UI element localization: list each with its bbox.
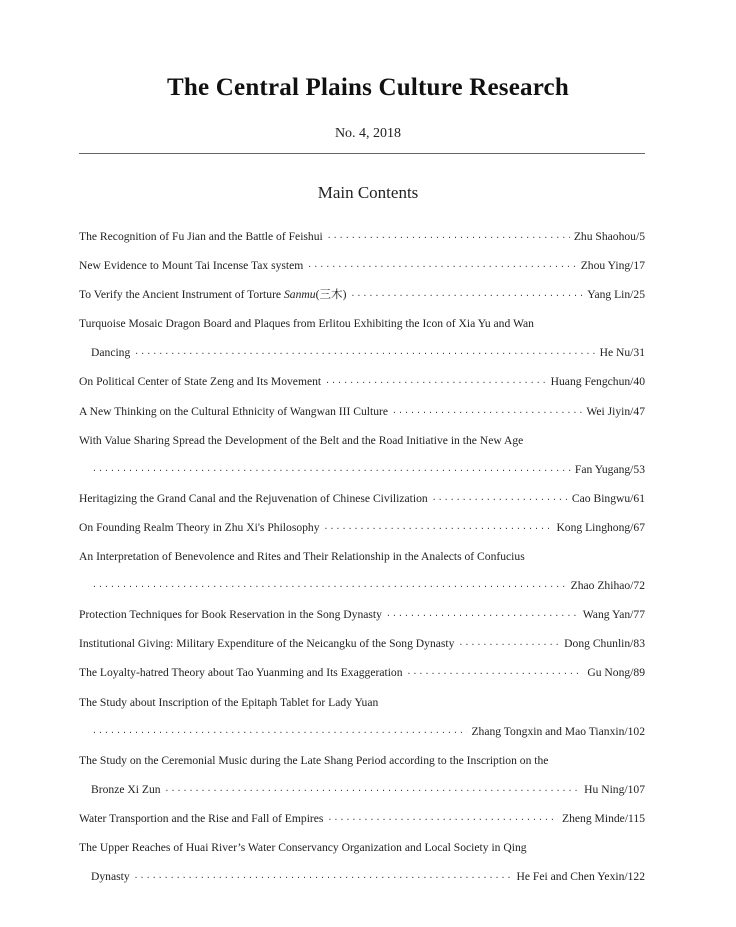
toc-entry-author-page: Wei Jiyin/47 xyxy=(586,404,645,418)
toc-entry-author-page: Zhang Tongxin and Mao Tianxin/102 xyxy=(471,724,645,738)
toc-entry-author-page: Huang Fengchun/40 xyxy=(550,375,645,389)
dot-leader xyxy=(325,368,547,396)
toc-entry[interactable] xyxy=(79,484,645,513)
toc-entry-title xyxy=(79,280,346,309)
toc-entry-continuation[interactable] xyxy=(79,455,645,484)
toc-entry-title: With Value Sharing Spread the Development of the Belt and the Road Initiative in the New Age xyxy=(79,433,524,447)
toc-entry-title-continued: Dynasty xyxy=(91,870,130,884)
toc-entry-title: New Evidence to Mount Tai Incense Tax system xyxy=(79,259,304,273)
toc-entry-author-page: Yang Lin/25 xyxy=(587,288,645,302)
toc-entry-first-line[interactable] xyxy=(79,688,645,717)
toc-entry[interactable] xyxy=(79,600,645,629)
toc-entry-author-page: Zhu Shaohou/5 xyxy=(573,230,645,243)
toc-entry-title: Protection Techniques for Book Reservation in the Song Dynasty xyxy=(79,608,382,622)
contents-heading: Main Contents xyxy=(317,183,419,202)
toc-entry-continuation[interactable] xyxy=(79,775,645,804)
toc-entry[interactable] xyxy=(79,513,645,542)
toc-entry-author-page: Cao Bingwu/61 xyxy=(571,491,645,505)
toc-entry-title: The Study about Inscription of the Epitaph Tablet for Lady Yuan xyxy=(79,695,379,709)
toc-entry-author-page: He Nu/31 xyxy=(599,346,645,360)
header-divider xyxy=(79,153,645,154)
dot-leader xyxy=(134,863,513,891)
toc-entry-title: The Upper Reaches of Huai River’s Water Conservancy Organization and Local Society in Qing xyxy=(79,840,527,854)
toc-entry-title: Institutional Giving: Military Expenditure of the Neicangku of the Song Dynasty xyxy=(79,637,455,651)
toc-entry-first-line[interactable] xyxy=(79,542,645,571)
toc-entry-continuation[interactable] xyxy=(79,862,645,891)
toc-entry-title: The Loyalty-hatred Theory about Tao Yuanming and Its Exaggeration xyxy=(79,666,403,680)
dot-leader xyxy=(92,456,571,484)
dot-leader xyxy=(307,252,576,280)
toc-entry-author-page: Wang Yan/77 xyxy=(582,608,645,622)
toc-entry-author-page: Dong Chunlin/83 xyxy=(564,637,645,651)
table-of-contents xyxy=(79,222,645,891)
toc-entry-title-continued: Dancing xyxy=(91,346,131,360)
toc-entry[interactable] xyxy=(79,804,645,833)
toc-entry-title: On Political Center of State Zeng and Its Movement xyxy=(79,375,322,389)
toc-entry-title-chinese: (三木) xyxy=(315,288,347,302)
toc-entry-title: Turquoise Mosaic Dragon Board and Plaques from Erlitou Exhibiting the Icon of Xia Yu and Wan xyxy=(79,317,534,331)
toc-entry-title: Heritagizing the Grand Canal and the Rejuvenation of Chinese Civilization xyxy=(79,491,428,505)
dot-leader xyxy=(458,630,560,658)
toc-entry-continuation[interactable] xyxy=(79,717,645,746)
dot-leader xyxy=(392,398,582,426)
toc-entry-first-line[interactable] xyxy=(79,309,645,338)
toc-entry-title-continued: Bronze Xi Zun xyxy=(91,782,161,796)
toc-entry[interactable] xyxy=(79,222,645,251)
toc-entry[interactable] xyxy=(79,629,645,658)
toc-entry-author-page: Zheng Minde/115 xyxy=(562,811,645,825)
toc-entry-author-page: He Fei and Chen Yexin/122 xyxy=(516,870,645,884)
toc-entry-title-text: To Verify the Ancient Instrument of Torture xyxy=(79,288,282,302)
toc-entry-continuation[interactable] xyxy=(79,571,645,600)
toc-entry-author-page: Zhao Zhihao/72 xyxy=(570,579,645,593)
issue-number: No. 4, 2018 xyxy=(334,126,402,141)
toc-entry-first-line[interactable] xyxy=(79,833,645,862)
dot-leader xyxy=(165,776,581,804)
dot-leader xyxy=(327,805,558,833)
dot-leader xyxy=(386,601,579,629)
toc-entry-author-page: Kong Linghong/67 xyxy=(556,520,645,534)
dot-leader xyxy=(92,572,567,600)
dot-leader xyxy=(327,223,570,251)
dot-leader xyxy=(407,659,584,687)
toc-entry[interactable] xyxy=(79,280,645,309)
toc-entry-title: An Interpretation of Benevolence and Rites and Their Relationship in the Analects of Confucius xyxy=(79,550,525,564)
toc-entry-title: A New Thinking on the Cultural Ethnicity of Wangwan III Culture xyxy=(79,404,389,418)
toc-entry[interactable] xyxy=(79,367,645,396)
toc-entry-author-page: Zhou Ying/17 xyxy=(580,259,645,273)
journal-title: The Central Plains Culture Research xyxy=(167,74,569,101)
toc-entry-title: Water Transportion and the Rise and Fall of Empires xyxy=(79,811,324,825)
toc-entry-author-page: Gu Nong/89 xyxy=(587,666,645,680)
toc-entry[interactable] xyxy=(79,251,645,280)
toc-entry-continuation[interactable] xyxy=(79,338,645,367)
toc-entry[interactable] xyxy=(79,397,645,426)
toc-entry-author-page: Fan Yugang/53 xyxy=(574,462,645,476)
toc-entry[interactable] xyxy=(79,658,645,687)
toc-entry-first-line[interactable] xyxy=(79,746,645,775)
dot-leader xyxy=(324,514,553,542)
toc-entry-title: The Recognition of Fu Jian and the Battle of Feishui xyxy=(79,230,323,243)
dot-leader xyxy=(432,485,568,513)
dot-leader xyxy=(134,339,595,367)
toc-entry-first-line[interactable] xyxy=(79,426,645,455)
toc-entry-title-italic: Sanmu xyxy=(284,288,316,302)
toc-entry-title: On Founding Realm Theory in Zhu Xi's Philosophy xyxy=(79,520,320,534)
toc-entry-title: The Study on the Ceremonial Music during the Late Shang Period according to the Inscription on the xyxy=(79,753,549,767)
toc-entry-author-page: Hu Ning/107 xyxy=(584,782,645,796)
dot-leader xyxy=(350,281,583,309)
dot-leader xyxy=(92,718,467,746)
